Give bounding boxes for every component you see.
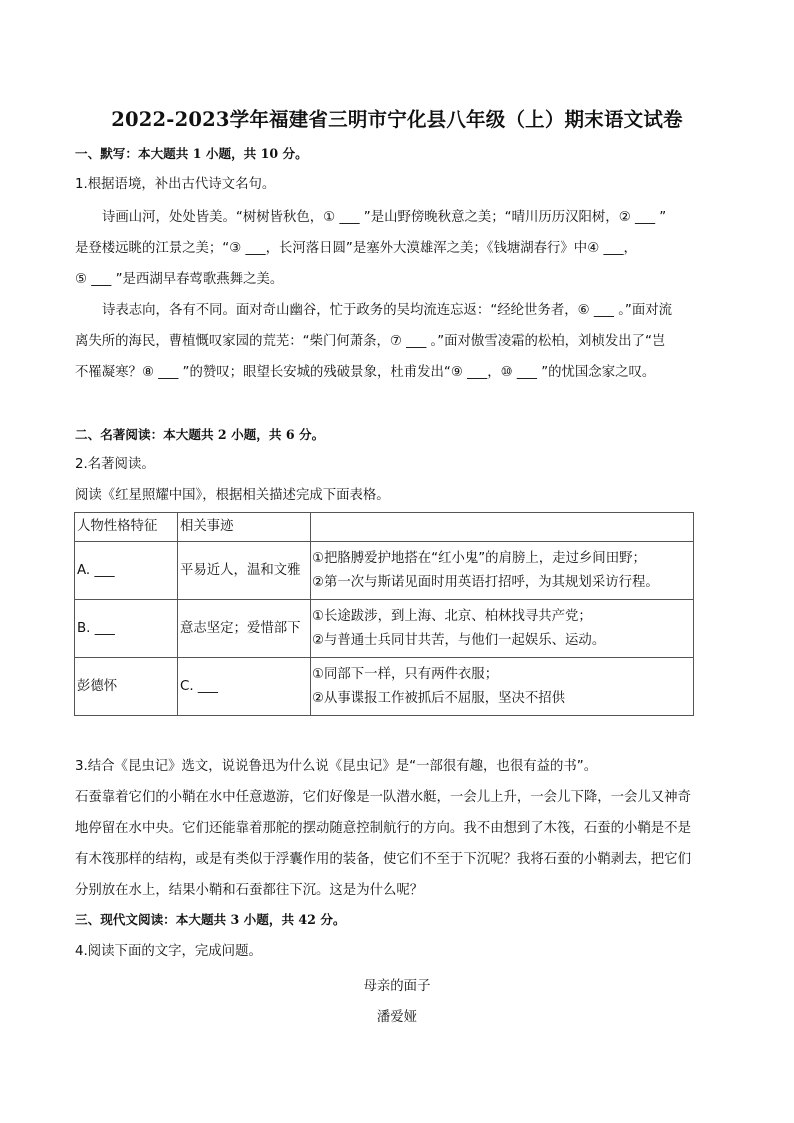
deed-line: ②与普通士兵同甘共苦，与他们一起娱乐、运动。 [312,632,606,648]
trait-cell: 意志坚定；爱惜部下 [178,600,311,658]
section-info: 本大题共 2 小题，共 6 分。 [163,427,325,442]
table-header-cell: 相关事迹 [178,513,311,542]
q3-line: 石蚕靠着它们的小鞘在水中任意遨游，它们好像是一队潜水艇，一会儿上升，一会儿下降，一会儿又神奇 [75,790,691,805]
question-1-stem: 1.根据语境，补出古代诗文名句。 [75,177,276,192]
table-row [75,542,694,600]
section-prefix: 三、现代文阅读： [75,912,176,927]
section-heading-3 [75,911,346,929]
trait-cell: B. ___ [75,600,178,658]
trait-cell: A. ___ [75,542,178,600]
table-row [75,658,694,716]
deed-line: ①长途跋涉，到上海、北京、柏林找寻共产党； [312,608,592,624]
section-info: 本大题共 1 小题，共 10 分。 [137,146,308,161]
deed-line: ①把胳膊爱护地搭在“红小鬼”的肩膀上，走过乡间田野； [312,550,646,566]
q3-line: 有木筏那样的结构，或是有类似于浮囊作用的装备，使它们不至于下沉呢？我将石蚕的小鞘剥去，把它们 [75,852,691,867]
question-2-stem: 2.名著阅读。 [75,457,155,472]
article-author: 潘爱娅 [376,1010,418,1025]
q1-p2-line3: 不罹凝寒？⑧ ___ ”的赞叹；眼望长安城的残破景象，杜甫发出“⑨ ___，⑩ ___ ”的忧国念家之叹。 [75,365,656,380]
section-info: 本大题共 3 小题，共 42 分。 [175,912,346,927]
question-1-body [75,202,725,388]
q1-p1-line3: ⑤ ___ ”是西湖早春莺歌燕舞之美。 [75,272,284,287]
deeds-cell [311,542,694,600]
section-prefix: 一、默写： [75,146,138,161]
section-prefix: 二、名著阅读： [75,427,164,442]
table-header-cell [311,513,694,542]
question-2-intro: 阅读《红星照耀中国》，根据相关描述完成下面表格。 [75,488,390,503]
table-row [75,600,694,658]
question-4-stem: 4.阅读下面的文字，完成问题。 [75,944,262,959]
trait-cell: 平易近人，温和文雅 [178,542,311,600]
deeds-cell [311,658,694,716]
deed-line: ②第一次与斯诺见面时用英语打招呼，为其规划采访行程。 [312,574,659,590]
q3-line: 地停留在水中央。它们还能靠着那舵的摆动随意控制航行的方向。我不由想到了木筏，石蚕的小鞘是不是 [75,821,691,836]
section-heading-2 [75,426,324,444]
exam-title: 2022-2023学年福建省三明市宁化县八年级（上）期末语文试卷 [111,108,683,131]
q1-p1-line1: 诗画山河，处处皆美。“树树皆秋色，① ___ ”是山野傍晚秋意之美；“晴川历历汉阳树，② ___ ” [102,210,667,225]
q3-line: 分别放在水上，结果小鞘和石蚕都往下沉。这是为什么呢？ [75,883,424,898]
question-3-stem: 3.结合《昆虫记》选文，说说鲁迅为什么说《昆虫记》是“一部很有趣，也很有益的书”。 [75,759,598,774]
name-cell: 彭德怀 [75,658,178,716]
table-header-cell: 人物性格特征 [75,513,178,542]
q1-p2-line2: 离失所的海民，曹植慨叹家园的荒芜：“柴门何萧条，⑦ ___ 。”面对傲雪凌霜的松柏，刘桢发出了“岂 [75,334,666,349]
question-3-passage [75,782,725,906]
article-title: 母亲的面子 [363,979,431,994]
trait-cell: C. ___ [178,658,311,716]
q1-p2-line1: 诗表志向，各有不同。面对奇山幽谷，忙于政务的吴均流连忘返：“经纶世务者，⑥ ___ 。”面对流 [102,303,673,318]
deed-line: ①同部下一样，只有两件衣服； [312,666,499,682]
reading-table [74,512,694,716]
table-header-row [75,513,694,542]
section-heading-1 [75,145,308,163]
deed-line: ②从事谍报工作被抓后不屈服，坚决不招供 [312,690,566,706]
deeds-cell [311,600,694,658]
q1-p1-line2: 是登楼远眺的江景之美；“③ ___，长河落日圆”是塞外大漠雄浑之美；《钱塘湖春行》中④ ___， [75,241,637,256]
